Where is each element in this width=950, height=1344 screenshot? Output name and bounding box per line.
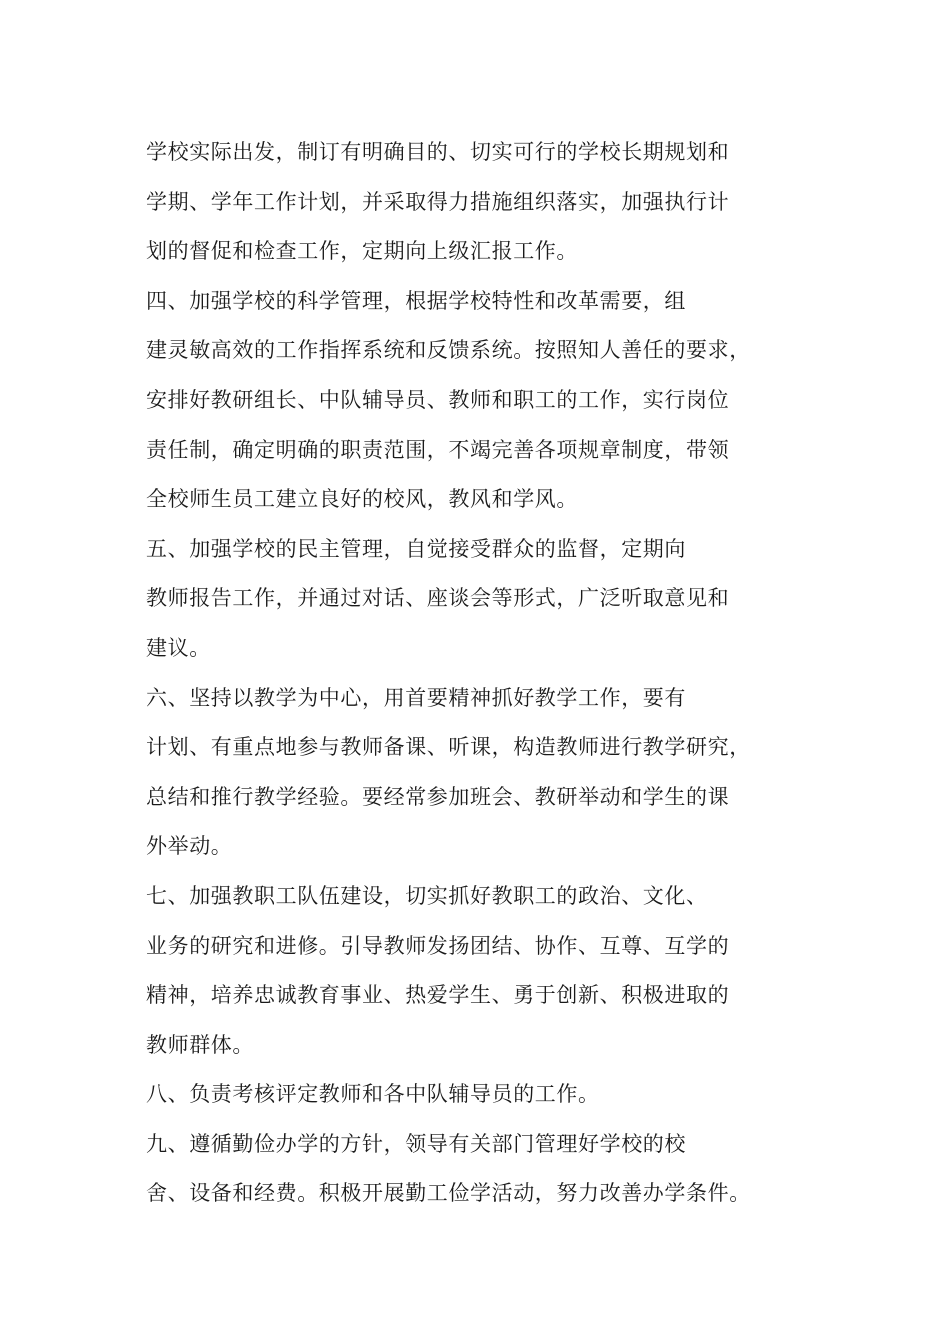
- text-line: 总结和推行教学经验。要经常参加班会、教研举动和学生的课: [146, 784, 730, 809]
- text-line: 八、负责考核评定教师和各中队辅导员的工作。: [146, 1082, 600, 1107]
- text-line: 教师报告工作，并通过对话、座谈会等形式，广泛听取意见和: [146, 586, 730, 611]
- text-line: 划的督促和检查工作，定期向上级汇报工作。: [146, 239, 578, 264]
- text-line: 精神，培养忠诚教育事业、热爱学生、勇于创新、积极进取的: [146, 983, 730, 1008]
- text-line: 九、遵循勤俭办学的方针，领导有关部门管理好学校的校: [146, 1131, 686, 1156]
- text-line: 舍、设备和经费。积极开展勤工俭学活动，努力改善办学条件。: [146, 1181, 751, 1206]
- text-line: 全校师生员工建立良好的校风，教风和学风。: [146, 487, 578, 512]
- text-line: 业务的研究和进修。引导教师发扬团结、协作、互尊、互学的: [146, 933, 730, 958]
- text-line: 建议。: [146, 635, 211, 660]
- text-line: 责任制，确定明确的职责范围，不竭完善各项规章制度，带领: [146, 437, 730, 462]
- text-line: 六、坚持以教学为中心，用首要精神抓好教学工作，要有: [146, 685, 686, 710]
- document-body: [146, 128, 786, 1219]
- text-line: 七、加强教职工队伍建设，切实抓好教职工的政治、文化、: [146, 883, 708, 908]
- text-line: 教师群体。: [146, 1032, 254, 1057]
- text-line: 安排好教研组长、中队辅导员、教师和职工的工作，实行岗位: [146, 387, 730, 412]
- text-line: 五、加强学校的民主管理，自觉接受群众的监督，定期向: [146, 536, 686, 561]
- text-line: 学期、学年工作计划，并采取得力措施组织落实，加强执行计: [146, 189, 730, 214]
- text-line: 四、加强学校的科学管理，根据学校特性和改革需要，组: [146, 288, 686, 313]
- text-line: 外举动。: [146, 834, 233, 859]
- text-line: 建灵敏高效的工作指挥系统和反馈系统。按照知人善任的要求，: [146, 338, 751, 363]
- text-line: 学校实际出发，制订有明确目的、切实可行的学校长期规划和: [146, 140, 730, 164]
- text-line: 计划、有重点地参与教师备课、听课，构造教师进行教学研究，: [146, 735, 751, 760]
